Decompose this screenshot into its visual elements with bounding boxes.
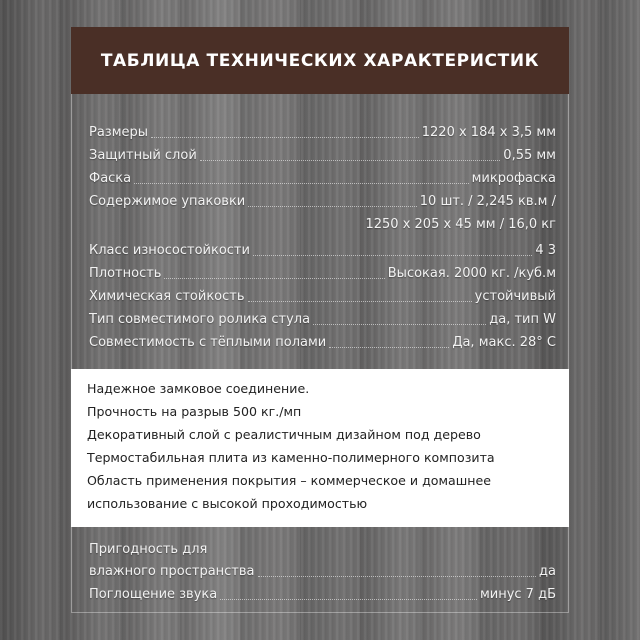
spec-label: влажного пространства — [89, 564, 255, 579]
feature-line: Термостабильная плита из каменно-полимерного композита — [87, 450, 495, 465]
leader-dots — [220, 599, 477, 600]
feature-line: Декоративный слой с реалистичным дизайном под дерево — [87, 427, 481, 442]
spec-value: 1250 x 205 x 45 мм / 16,0 кг — [365, 217, 556, 232]
spec-value: 10 шт. / 2,245 кв.м / — [419, 194, 556, 209]
leader-dots — [134, 183, 469, 184]
leader-spacer — [92, 229, 362, 230]
feature-line: Надежное замковое соединение. — [87, 381, 310, 396]
spec-label: Класс износостойкости — [89, 243, 250, 258]
spec-row — [89, 332, 556, 354]
spec-value: 0,55 мм — [503, 148, 556, 163]
spec-label: Фаска — [89, 171, 132, 186]
spec-label: Тип совместимого ролика стула — [89, 312, 311, 327]
spec-row-continuation — [89, 214, 556, 236]
leader-dots — [253, 255, 532, 256]
spec-label: Защитный слой — [89, 148, 197, 163]
header-banner — [71, 27, 569, 94]
spec-label: Химическая стойкость — [89, 289, 245, 304]
spec-value: микрофаска — [471, 171, 556, 186]
leader-dots — [248, 301, 472, 302]
leader-dots — [258, 576, 537, 577]
spec-row — [89, 309, 556, 331]
spec-value: минус 7 дБ — [479, 587, 556, 602]
spec-value: 1220 x 184 x 3,5 мм — [421, 125, 556, 140]
spec-value: 4 3 — [535, 243, 556, 258]
feature-line: использование с высокой проходимостью — [87, 496, 368, 511]
leader-dots — [329, 347, 449, 348]
spec-label: Содержимое упаковки — [89, 194, 246, 209]
spec-value: устойчивый — [474, 289, 556, 304]
spec-row — [89, 191, 556, 213]
spec-row — [89, 168, 556, 190]
leader-dots — [164, 278, 384, 279]
page-title: ТАБЛИЦА ТЕХНИЧЕСКИХ ХАРАКТЕРИСТИК — [100, 50, 540, 71]
spec-row — [89, 145, 556, 167]
spec-label: Размеры — [89, 125, 149, 140]
spec-value: да — [539, 564, 556, 579]
spec-card — [71, 27, 569, 613]
feature-line: Область применения покрытия – коммерческое и домашнее — [87, 473, 491, 488]
feature-line: Прочность на разрыв 500 кг./мп — [87, 404, 302, 419]
spec-value: Высокая. 2000 кг. /куб.м — [387, 266, 556, 281]
spec-value: Да, макс. 28° С — [452, 335, 556, 350]
features-panel — [71, 369, 569, 527]
spec-label: Совместимость с тёплыми полами — [89, 335, 327, 350]
spec-row — [89, 263, 556, 285]
extra-specs — [71, 527, 569, 613]
leader-dots — [248, 206, 417, 207]
leader-dots — [151, 137, 419, 138]
spec-table — [71, 94, 569, 369]
spec-row — [89, 584, 556, 606]
spec-label: Поглощение звука — [89, 587, 218, 602]
spec-row — [89, 122, 556, 144]
spec-value: да, тип W — [489, 312, 556, 327]
spec-label: Пригодность для — [89, 542, 208, 557]
spec-label: Плотность — [89, 266, 162, 281]
spec-row — [89, 561, 556, 583]
spec-row — [89, 286, 556, 308]
leader-dots — [200, 160, 501, 161]
spec-row — [89, 240, 556, 262]
leader-dots — [313, 324, 486, 325]
